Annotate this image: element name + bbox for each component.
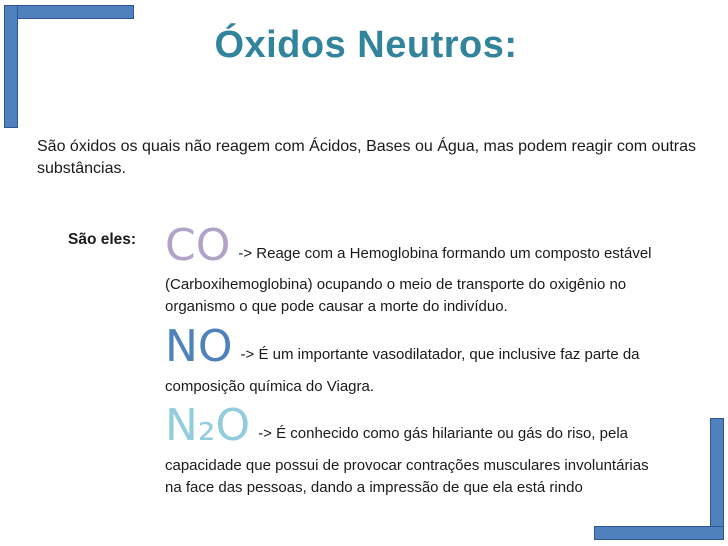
- entry-description: -> É um importante vasodilatador, que inclusive faz parte da: [240, 346, 640, 363]
- formula-no: NO: [165, 321, 233, 372]
- entry-first-line: [165, 400, 705, 451]
- intro-paragraph: São óxidos os quais não reagem com Ácidos, Bases ou Água, mas podem reagir com outras substâncias.: [37, 138, 697, 177]
- entry-text-line: composição química do Viagra.: [165, 378, 375, 395]
- corner-bracket-top-left-horizontal: [4, 5, 134, 19]
- entry-text-line: organismo o que pode causar a morte do indivíduo.: [165, 298, 508, 315]
- entry-description: -> Reage com a Hemoglobina formando um composto estável: [238, 245, 652, 262]
- entry-description: -> É conhecido como gás hilariante ou gás do riso, pela: [258, 425, 628, 442]
- list-item-no: [165, 321, 705, 398]
- entry-continuation: [165, 376, 705, 398]
- list-item-n2o: [165, 400, 705, 499]
- entry-continuation: [165, 274, 705, 318]
- entry-first-line: [165, 321, 705, 372]
- corner-bracket-bottom-right-vertical: [710, 418, 724, 540]
- formula-n2o: N₂O: [165, 400, 251, 451]
- entry-continuation: [165, 455, 705, 499]
- entry-text-line: capacidade que possui de provocar contrações musculares involuntárias: [165, 457, 649, 474]
- entry-first-line: [165, 220, 705, 271]
- entry-text-line: (Carboxihemoglobina) ocupando o meio de transporte do oxigênio no: [165, 276, 627, 293]
- slide-title: Óxidos Neutros:: [214, 24, 518, 66]
- entry-text-line: na face das pessoas, dando a impressão de que ela está rindo: [165, 479, 583, 496]
- list-label: São eles:: [68, 231, 137, 248]
- list-item-co: [165, 220, 705, 318]
- formula-co: CO: [165, 220, 231, 271]
- corner-bracket-bottom-right-horizontal: [594, 526, 724, 540]
